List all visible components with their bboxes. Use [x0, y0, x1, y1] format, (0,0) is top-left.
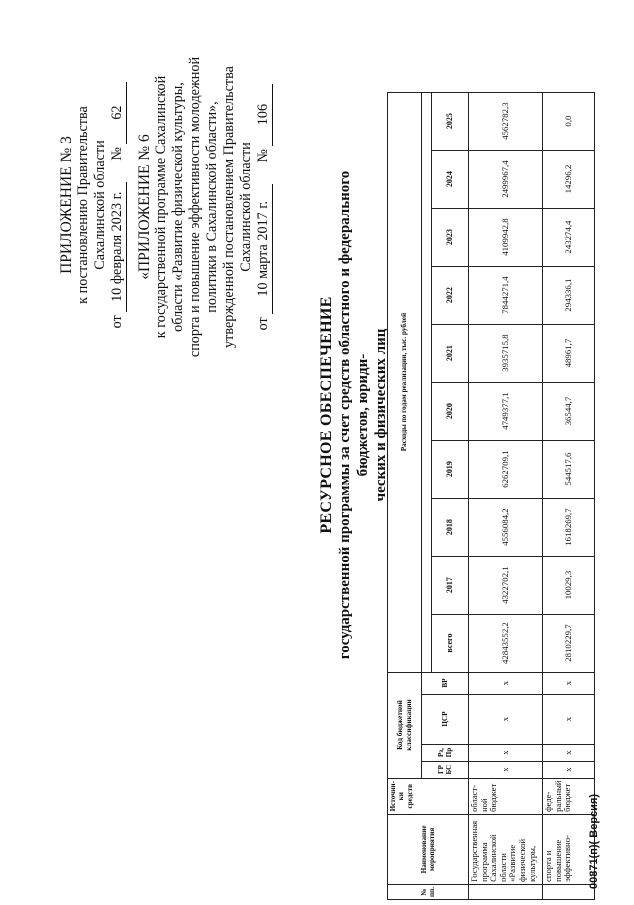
row-value: 4109942,8	[469, 208, 543, 266]
row-code: х	[543, 761, 595, 778]
appendix-3-line2: Сахалинской области	[92, 140, 108, 270]
appendix-6-block	[136, 7, 273, 407]
row-value: 48961,7	[543, 324, 595, 382]
header-no: № пп.	[388, 884, 469, 899]
header-csr: ЦСР	[422, 694, 469, 744]
row-source: област-ной бюджет	[469, 778, 543, 814]
row-value: 243274,4	[543, 208, 595, 266]
header-source: Источни-ки средств	[388, 778, 469, 814]
row-name: спорта и повышение эффективно-	[543, 814, 595, 884]
appendix-6-number: 106	[255, 84, 273, 146]
header-year: 2017	[432, 556, 469, 614]
header-year: 2019	[432, 440, 469, 498]
row-value: 294336,1	[543, 266, 595, 324]
footer-code: 00871(п)( Версия)	[588, 793, 600, 889]
row-value: 10029,3	[543, 556, 595, 614]
header-vr: ВР	[422, 672, 469, 694]
header-year: 2023	[432, 208, 469, 266]
appendix-3-from: от	[109, 315, 125, 329]
document-heading	[318, 135, 390, 695]
appendix-3-no: №	[109, 147, 125, 161]
appendix-6-date-line	[255, 7, 273, 407]
appendix-3-date-line	[109, 25, 127, 385]
header-year: 2022	[432, 266, 469, 324]
header-year: 2025	[432, 92, 469, 150]
header-year: 2024	[432, 150, 469, 208]
row-code: х	[469, 694, 543, 744]
row-value: 2499967,4	[469, 150, 543, 208]
header-rzpr: Рз, Пр	[422, 744, 469, 761]
row-source: феде-ральный бюджет	[543, 778, 595, 814]
appendix-6-line: утвержденной постановлением Правительства	[221, 66, 237, 348]
header-budget-code: Код бюджетной классификации	[388, 672, 422, 778]
header-year: 2018	[432, 498, 469, 556]
row-value: 4562782,3	[469, 92, 543, 150]
row-code: х	[543, 694, 595, 744]
resource-table	[387, 92, 595, 900]
header-year: 2021	[432, 324, 469, 382]
row-value: 1618269,7	[543, 498, 595, 556]
appendix-6-line: политики в Сахалинской области»,	[204, 101, 220, 313]
header-grbs: ГР БС	[422, 761, 469, 778]
appendix-6-from: от	[255, 317, 271, 331]
header-year-total: всего	[432, 614, 469, 672]
appendix-3-title: ПРИЛОЖЕНИЕ № 3	[58, 136, 75, 274]
row-value: 4556084,2	[469, 498, 543, 556]
row-value: 4322702,1	[469, 556, 543, 614]
row-value: 42843552,2	[469, 614, 543, 672]
row-value: 36544,7	[543, 382, 595, 440]
row-code: х	[469, 672, 543, 694]
appendix-6-line: к государственной программе Сахалинской	[153, 75, 169, 339]
row-value: 0,0	[543, 92, 595, 150]
row-value: 14296,2	[543, 150, 595, 208]
appendix-6-no: №	[255, 149, 271, 163]
appendix-6-line: Сахалинской области	[238, 142, 254, 272]
row-value: 7844271,4	[469, 266, 543, 324]
heading-line1: РЕСУРСНОЕ ОБЕСПЕЧЕНИЕ	[318, 296, 335, 534]
row-name: Государственная программа Сахалинской области «Развитие физической культуры,	[469, 814, 543, 884]
appendix-3-line1: к постановлению Правительства	[75, 106, 91, 304]
row-no	[469, 884, 543, 899]
appendix-3-number: 62	[109, 82, 127, 144]
appendix-6-date: 10 марта 2017 г.	[255, 184, 273, 314]
row-code: х	[543, 744, 595, 761]
header-year: 2020	[432, 382, 469, 440]
header-expenses: Расходы по годам реализации, тыс. рублей	[388, 92, 422, 672]
row-no	[543, 884, 595, 899]
row-value: 2810229,7	[543, 614, 595, 672]
row-code: х	[469, 744, 543, 761]
heading-line3: ческих и физических лиц	[373, 328, 389, 502]
row-value: 6262709,1	[469, 440, 543, 498]
header-name: Наименование мероприятия	[388, 814, 469, 884]
row-value: 4749377,1	[469, 382, 543, 440]
row-code: х	[469, 761, 543, 778]
row-value: 3935715,8	[469, 324, 543, 382]
heading-line2: государственной программы за счет средств областного и федерального бюджетов, юриди-	[337, 170, 371, 660]
row-value: 544517,6	[543, 440, 595, 498]
appendix-6-line: области «Развитие физической культуры,	[170, 82, 186, 332]
appendix-3-block	[58, 25, 127, 385]
appendix-6-title: «ПРИЛОЖЕНИЕ № 6	[136, 134, 153, 280]
row-code: х	[543, 672, 595, 694]
appendix-6-line: спорта и повышение эффективности молодежной	[187, 56, 203, 358]
table-row	[543, 92, 595, 899]
table-row	[469, 92, 543, 899]
appendix-3-date: 10 февраля 2023 г.	[109, 182, 127, 312]
